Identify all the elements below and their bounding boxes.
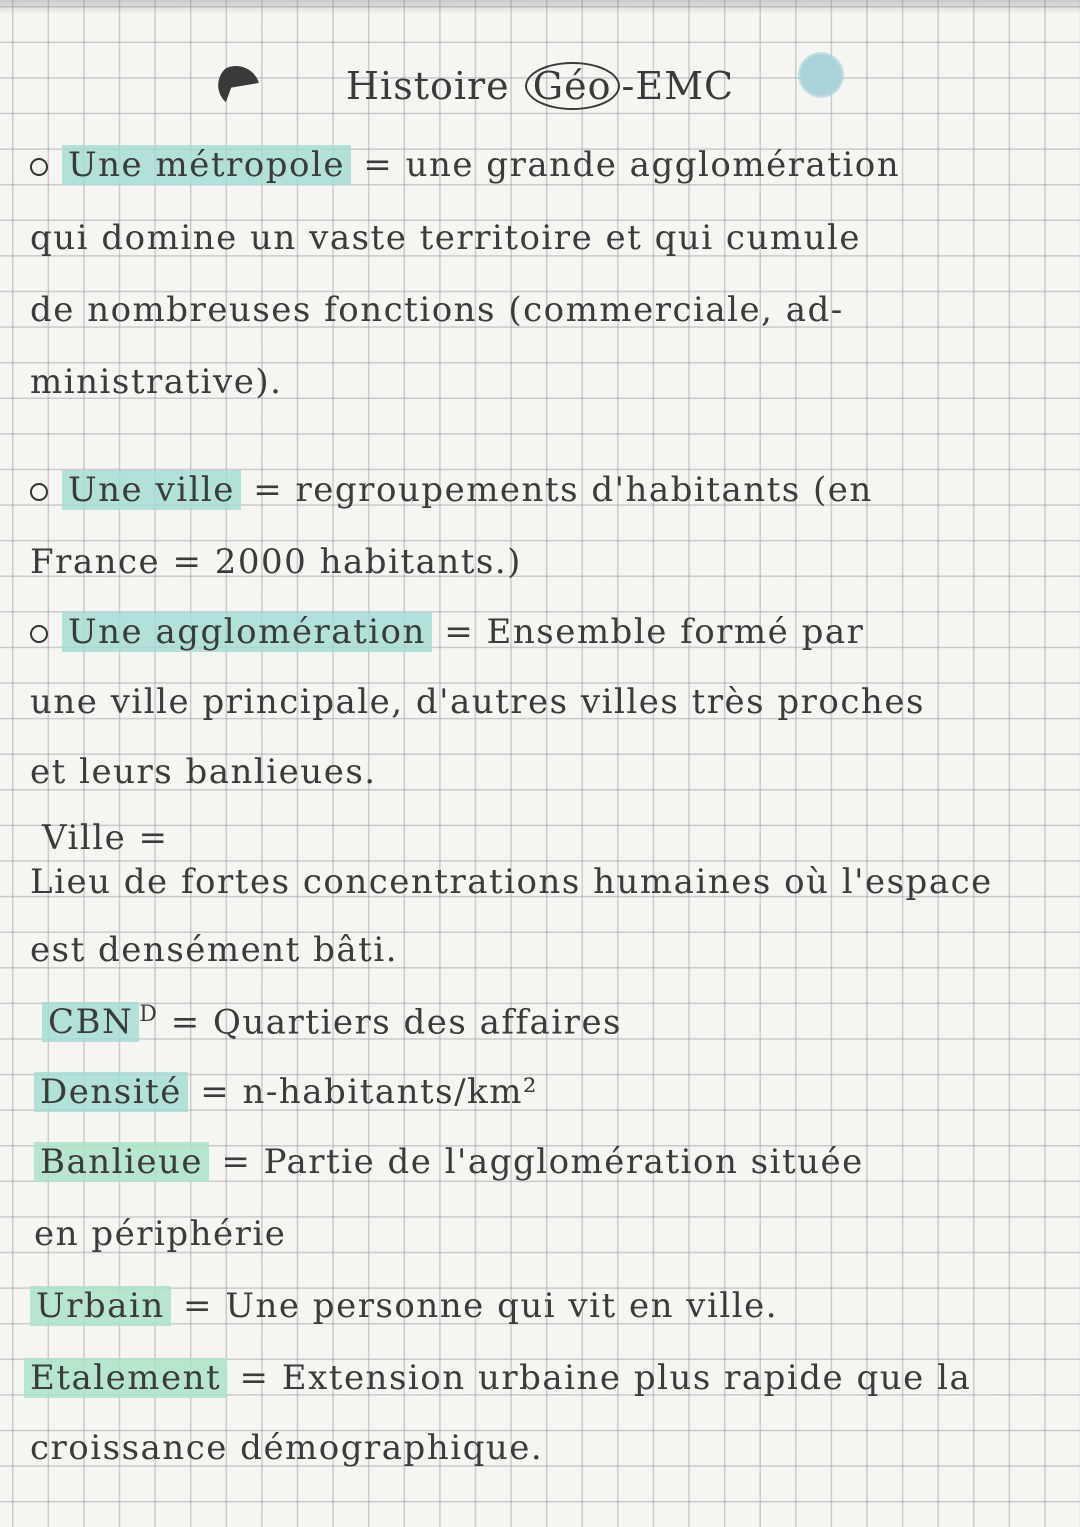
urbain-text: = Une personne qui vit en ville. (183, 1286, 779, 1326)
page-title (0, 62, 1080, 110)
ville-term: Ville = (42, 818, 169, 858)
cbd-definition (42, 1002, 622, 1042)
definition-metropole-line-4: ministrative). (30, 362, 283, 402)
etalement-line-2: croissance démographique. (30, 1428, 544, 1468)
urbain-definition (30, 1286, 778, 1326)
etalement-text-1: = Extension urbaine plus rapide que la (239, 1358, 972, 1398)
title-emc: -EMC (621, 64, 735, 108)
definition-ville-line-2: France = 2000 habitants.) (30, 542, 522, 582)
term-ville: Une ville (62, 470, 241, 510)
term-etalement: Etalement (24, 1358, 227, 1398)
banlieue-line-2: en périphérie (34, 1214, 287, 1254)
term-agglomeration: Une agglomération (62, 612, 432, 652)
densite-text: = n-habitants/km² (200, 1072, 539, 1112)
term-cbd: CBN (42, 1002, 139, 1042)
cbd-text: = Quartiers des affaires (170, 1002, 623, 1043)
definition-metropole-line-2: qui domine un vaste territoire et qui cumule (30, 218, 861, 258)
banlieue-line-1 (34, 1142, 864, 1182)
cbd-annotation: D (139, 1002, 159, 1027)
banlieue-text-1: = Partie de l'agglomération située (221, 1142, 864, 1182)
title-geo-circled: Géo (525, 62, 620, 110)
definition-agglomeration-line-3: et leurs banlieues. (30, 752, 377, 792)
definition-metropole-line-1 (30, 145, 900, 185)
term-banlieue: Banlieue (34, 1142, 209, 1182)
term-densite: Densité (34, 1072, 188, 1112)
bullet-icon (30, 483, 48, 501)
definition-agglomeration-line-1 (30, 612, 864, 652)
metropole-text-1: = une grande agglomération (363, 145, 901, 185)
densite-definition (34, 1072, 538, 1112)
term-metropole: Une métropole (62, 145, 351, 185)
bullet-icon (30, 625, 48, 643)
definition-ville-line-1 (30, 470, 873, 510)
ville-text-1: = regroupements d'habitants (en (253, 470, 873, 510)
term-urbain: Urbain (30, 1286, 171, 1326)
ville-line-2: est densément bâti. (30, 930, 399, 970)
page-edge-shadow (0, 0, 1080, 14)
definition-agglomeration-line-2: une ville principale, d'autres villes très proches (30, 682, 925, 722)
etalement-line-1 (24, 1358, 971, 1398)
agglomeration-text-1: = Ensemble formé par (444, 612, 865, 652)
bullet-icon (30, 158, 48, 176)
title-histoire: Histoire (345, 64, 510, 108)
definition-metropole-line-3: de nombreuses fonctions (commerciale, ad- (30, 290, 844, 330)
ville-line-1: Lieu de fortes concentrations humaines où l'espace (30, 862, 993, 902)
